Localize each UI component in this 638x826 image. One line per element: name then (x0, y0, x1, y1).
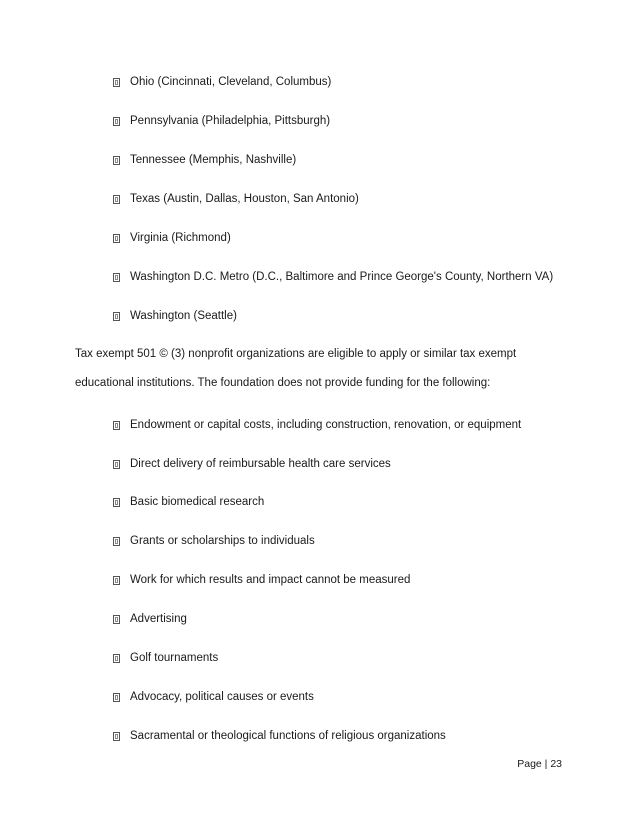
bullet-icon (113, 498, 120, 507)
list-item-dc-metro (113, 268, 553, 286)
bullet-icon (113, 156, 120, 165)
bullet-icon (113, 273, 120, 282)
list-item-golf (113, 649, 218, 667)
paragraph-line-2: educational institutions. The foundation does not provide funding for the following: (75, 377, 491, 389)
list-item-text: Advocacy, political causes or events (130, 691, 314, 703)
list-item-text: Sacramental or theological functions of religious organizations (130, 730, 446, 742)
page-number: Page | 23 (517, 758, 562, 770)
list-item-health-care (113, 455, 391, 473)
bullet-icon (113, 654, 120, 663)
list-item-text: Tennessee (Memphis, Nashville) (130, 154, 297, 166)
bullet-icon (113, 78, 120, 87)
bullet-icon (113, 537, 120, 546)
list-item-advertising (113, 610, 187, 628)
list-item-endowment (113, 416, 521, 434)
list-item-text: Ohio (Cincinnati, Cleveland, Columbus) (130, 76, 332, 88)
list-item-text: Advertising (130, 613, 187, 625)
list-item-text: Endowment or capital costs, including construction, renovation, or equipment (130, 419, 522, 431)
list-item-measured (113, 571, 410, 589)
list-item-text: Washington D.C. Metro (D.C., Baltimore and Prince George's County, Northern VA) (130, 271, 554, 283)
list-item-text: Work for which results and impact cannot be measured (130, 574, 411, 586)
list-item-text: Direct delivery of reimbursable health care services (130, 458, 391, 470)
bullet-icon (113, 117, 120, 126)
list-item-advocacy (113, 688, 314, 706)
list-item-text: Washington (Seattle) (130, 310, 237, 322)
list-item-texas (113, 190, 359, 208)
list-item-text: Texas (Austin, Dallas, Houston, San Antonio) (130, 193, 359, 205)
list-item-text: Pennsylvania (Philadelphia, Pittsburgh) (130, 115, 331, 127)
list-item-virginia (113, 229, 231, 247)
list-item-pennsylvania (113, 112, 330, 130)
bullet-icon (113, 615, 120, 624)
list-item-biomedical (113, 493, 264, 511)
bullet-icon (113, 693, 120, 702)
list-item-text: Virginia (Richmond) (130, 232, 231, 244)
paragraph-line-1: Tax exempt 501 © (3) nonprofit organizations are eligible to apply or similar tax exempt (75, 348, 517, 360)
list-item-tennessee (113, 151, 296, 169)
bullet-icon (113, 234, 120, 243)
bullet-icon (113, 421, 120, 430)
list-item-text: Grants or scholarships to individuals (130, 535, 315, 547)
bullet-icon (113, 460, 120, 469)
list-item-text: Golf tournaments (130, 652, 219, 664)
list-item-sacramental (113, 727, 446, 745)
list-item-text: Basic biomedical research (130, 496, 265, 508)
bullet-icon (113, 732, 120, 741)
list-item-ohio (113, 73, 331, 91)
bullet-icon (113, 195, 120, 204)
bullet-icon (113, 312, 120, 321)
list-item-grants (113, 532, 315, 550)
list-item-washington-seattle (113, 307, 237, 325)
bullet-icon (113, 576, 120, 585)
